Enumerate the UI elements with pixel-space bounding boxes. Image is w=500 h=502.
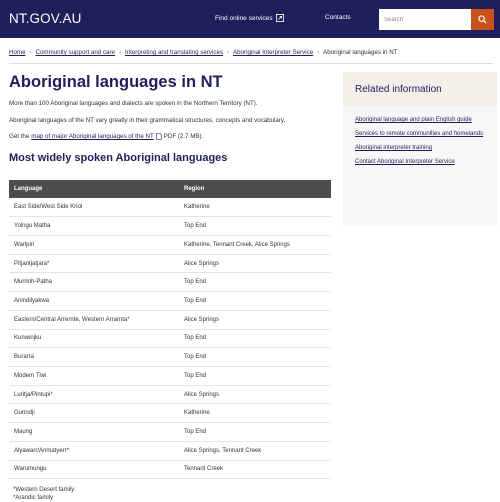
breadcrumb-home[interactable]: Home (9, 49, 26, 56)
related-information-panel (343, 72, 497, 226)
table-row (9, 348, 331, 367)
table-row (9, 310, 331, 329)
region-cell: Top End (179, 366, 331, 385)
table-row (9, 366, 331, 385)
region-cell: Alice Springs, Tennant Creek (179, 441, 331, 460)
related-information-title: Related information (343, 72, 497, 106)
table-header-row (9, 180, 331, 198)
site-header (0, 0, 500, 38)
breadcrumb-interpreter-service[interactable]: Aboriginal Interpreter Service (233, 49, 314, 56)
table-row (9, 404, 331, 423)
region-cell: Top End (179, 217, 331, 236)
description-paragraph: Aboriginal languages of the NT vary greatly in their grammatical structures, concepts and vocabulary. (9, 117, 286, 124)
related-links-list (343, 106, 497, 226)
page-title: Aboriginal languages in NT (9, 73, 223, 91)
region-cell: Tennant Creek (179, 460, 331, 479)
map-suffix: PDF (2.7 MB). (163, 133, 204, 140)
language-cell: East Side/West Side Kriol (9, 198, 179, 217)
search-input[interactable] (379, 9, 471, 30)
region-cell: Katherine (179, 404, 331, 423)
table-row (9, 235, 331, 254)
language-cell: Kunwinjku (9, 329, 179, 348)
region-cell: Alice Springs (179, 310, 331, 329)
region-cell: Top End (179, 348, 331, 367)
intro-paragraph: More than 100 Aboriginal languages and dialects are spoken in the Northern Territory (NT). (9, 100, 258, 107)
language-cell: Yolngu Matha (9, 217, 179, 236)
chevron-right-icon: › (317, 49, 320, 56)
table-row (9, 460, 331, 479)
header-region: Region (184, 186, 205, 192)
related-link-contact-service[interactable]: Contact Aboriginal Interpreter Service (355, 159, 455, 165)
language-cell: Anindilyakwa (9, 292, 179, 311)
language-cell: Gurindji (9, 404, 179, 423)
language-cell: Modern Tiwi (9, 366, 179, 385)
map-pdf-link[interactable]: map of major Aboriginal languages of the NT (31, 133, 154, 140)
region-cell: Top End (179, 273, 331, 292)
find-online-services-label: Find online services (215, 14, 273, 22)
language-cell: Maung (9, 423, 179, 442)
map-prefix: Get the (9, 133, 30, 140)
related-link-language-guide[interactable]: Aboriginal language and plain English guide (355, 117, 472, 123)
table-row (9, 385, 331, 404)
table-row (9, 292, 331, 311)
map-paragraph (9, 133, 203, 140)
chevron-right-icon: › (29, 49, 32, 56)
region-cell: Alice Springs (179, 385, 331, 404)
language-cell: Murrinh-Patha (9, 273, 179, 292)
header-language: Language (14, 186, 43, 192)
table-row (9, 254, 331, 273)
search-button[interactable] (471, 9, 494, 30)
footnote-arandic: *Arandic family (13, 495, 54, 501)
table-row (9, 329, 331, 348)
breadcrumb-divider (9, 63, 493, 64)
language-cell: Eastern/Central Arrernte, Western Arrarnta* (9, 310, 179, 329)
pdf-icon (156, 133, 162, 140)
region-cell: Top End (179, 423, 331, 442)
find-online-services-link[interactable] (215, 14, 284, 22)
external-link-icon (276, 14, 284, 22)
breadcrumb (9, 49, 397, 56)
language-cell: Burarra (9, 348, 179, 367)
table-row (9, 198, 331, 217)
search-icon (478, 15, 487, 24)
language-cell: Warlpiri (9, 235, 179, 254)
footnote-western-desert: *Western Desert family (13, 487, 75, 493)
region-cell: Top End (179, 292, 331, 311)
region-cell: Katherine (179, 198, 331, 217)
language-cell: Alyawarr/Anmatyerr* (9, 441, 179, 460)
site-logo[interactable]: NT.GOV.AU (9, 11, 82, 26)
region-cell: Alice Springs (179, 254, 331, 273)
breadcrumb-interpreting[interactable]: Interpreting and translating services (124, 49, 223, 56)
section-title: Most widely spoken Aboriginal languages (9, 152, 228, 164)
region-cell: Top End (179, 329, 331, 348)
language-cell: Pitjantjatjara* (9, 254, 179, 273)
chevron-right-icon: › (227, 49, 229, 56)
region-cell: Katherine, Tennant Creek, Alice Springs (179, 235, 331, 254)
breadcrumb-community-support[interactable]: Community support and care (35, 49, 115, 56)
table-row (9, 217, 331, 236)
related-link-remote-services[interactable]: Services to remote communities and homelands (355, 131, 484, 137)
language-cell: Warumungu (9, 460, 179, 479)
table-row (9, 441, 331, 460)
languages-table (9, 180, 331, 479)
table-row (9, 273, 331, 292)
related-link-interpreter-training[interactable]: Aboriginal interpreter training (355, 145, 433, 151)
table-row (9, 423, 331, 442)
chevron-right-icon: › (118, 49, 121, 56)
language-cell: Luritja/Pintupi* (9, 385, 179, 404)
breadcrumb-current: Aboriginal languages in NT (323, 49, 398, 56)
contacts-link[interactable]: Contacts (325, 14, 351, 21)
